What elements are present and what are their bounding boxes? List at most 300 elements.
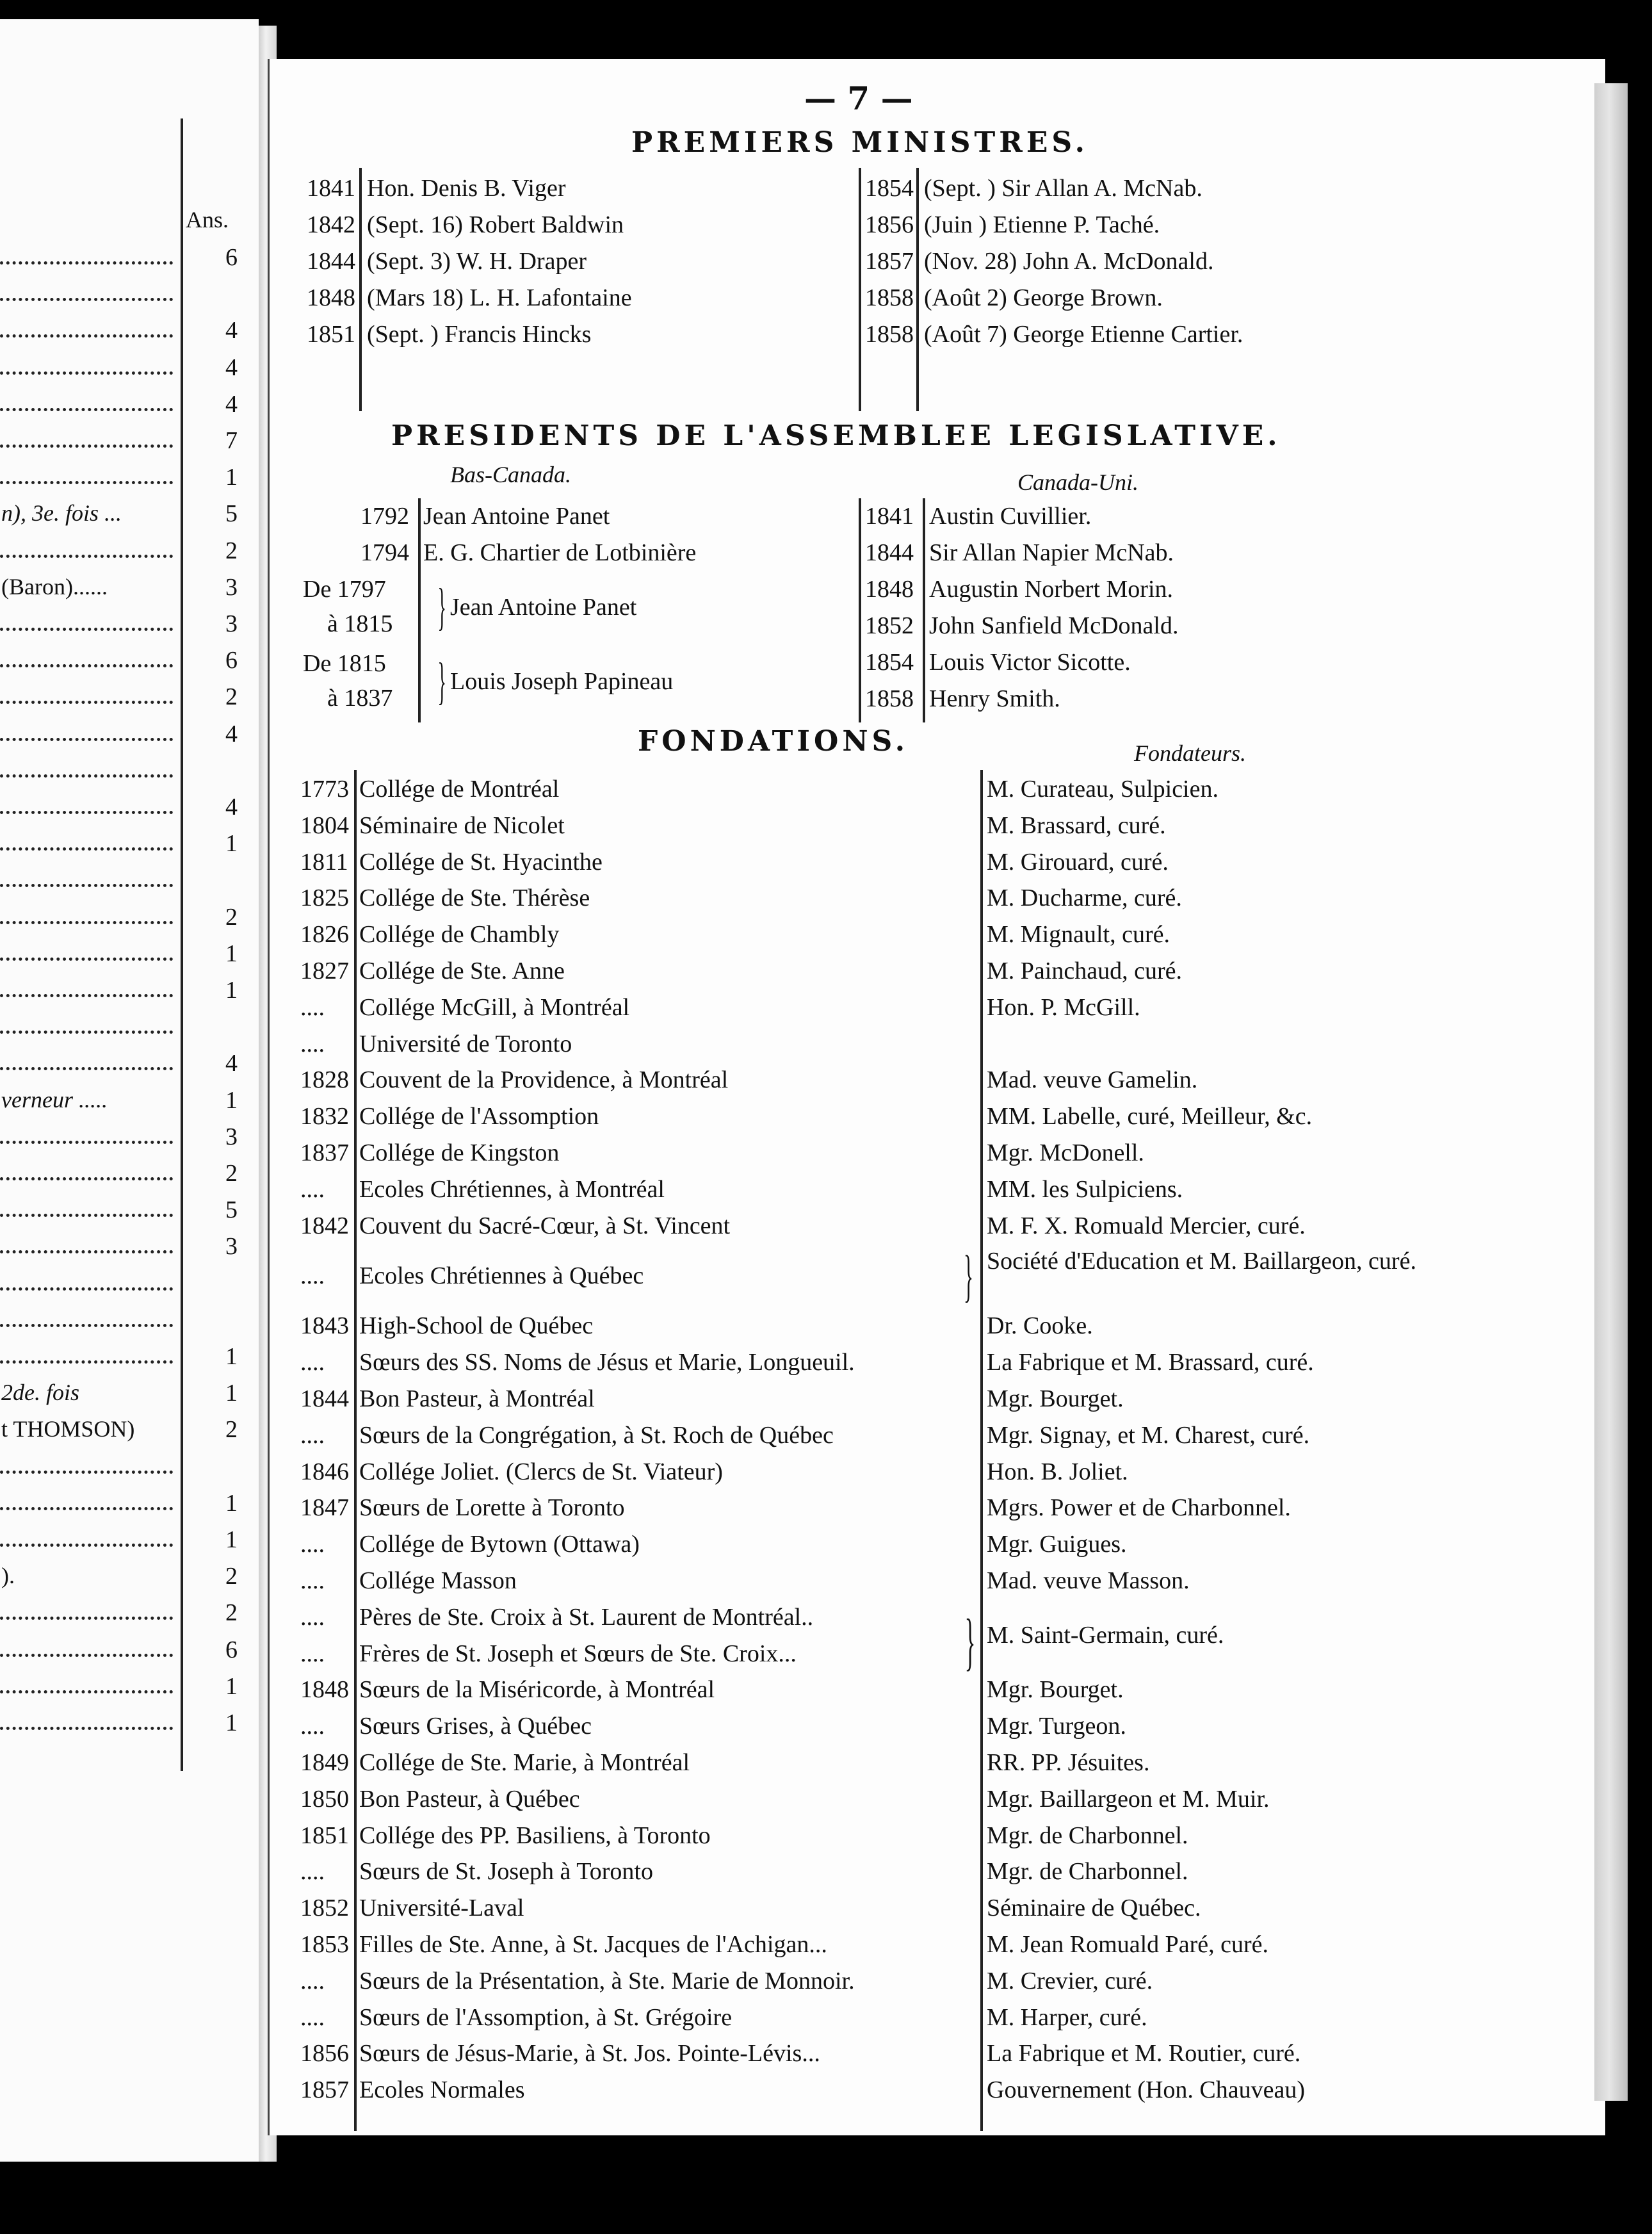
left-margin-leader — [0, 664, 173, 667]
left-margin-count: 1 — [225, 1343, 238, 1370]
founders-column-header: Fondateurs. — [1134, 740, 1246, 766]
foundation-year: .... — [300, 1640, 325, 1667]
left-margin-count: 7 — [225, 427, 238, 454]
left-margin-leader — [0, 1287, 173, 1291]
foundation-founder: MM. les Sulpiciens. — [987, 1175, 1183, 1203]
foundation-institution: Collége de Kingston — [359, 1139, 560, 1166]
foundation-year: 1846 — [300, 1458, 349, 1485]
fondations-title: FONDATIONS. — [638, 725, 909, 758]
minister-year: 1856 — [865, 211, 914, 238]
foundation-year: .... — [300, 993, 325, 1021]
foundation-institution: Sœurs de la Congrégation, à St. Roch de Québec — [359, 1421, 834, 1449]
left-margin-count: 1 — [225, 977, 238, 1004]
minister-name: (Nov. 28) John A. McDonald. — [924, 248, 1214, 275]
left-margin-count: 2 — [225, 903, 238, 931]
left-margin-line — [0, 866, 259, 898]
left-margin-leader — [0, 1654, 173, 1657]
left-margin-line — [0, 646, 259, 678]
president-range-from: De 1815 — [303, 650, 386, 677]
foundation-founder: La Fabrique et M. Brassard, curé. — [987, 1349, 1314, 1376]
foundation-row — [270, 1244, 1601, 1312]
foundation-row — [270, 1567, 1601, 1602]
minister-row — [860, 174, 1596, 210]
foundation-year: .... — [300, 1421, 325, 1449]
foundation-year: 1843 — [300, 1312, 349, 1340]
foundation-year: 1826 — [300, 921, 349, 949]
foundation-founder: M. Painchaud, curé. — [987, 958, 1182, 984]
minister-row — [860, 284, 1596, 320]
foundation-year: 1851 — [300, 1822, 349, 1849]
left-margin-leader — [0, 921, 173, 924]
left-margin-leader — [0, 1727, 173, 1730]
president-name: Henry Smith. — [929, 685, 1060, 712]
left-margin-line — [0, 537, 259, 569]
minister-year: 1858 — [865, 284, 914, 311]
foundation-founder: M. Crevier, curé. — [987, 1967, 1153, 1994]
left-margin-leader — [0, 1214, 173, 1217]
president-name: Jean Antoine Panet — [450, 594, 637, 621]
minister-name: (Sept. 3) W. H. Draper — [367, 248, 587, 275]
left-margin-text: verneur ..... — [1, 1086, 108, 1113]
left-margin-leader — [0, 1067, 173, 1070]
foundation-founder: Mgr. Signay, et M. Charest, curé. — [987, 1421, 1310, 1449]
foundation-institution: Couvent du Sacré-Cœur, à St. Vincent — [359, 1212, 731, 1239]
president-name: Sir Allan Napier McNab. — [929, 539, 1174, 566]
left-margin-line — [0, 1196, 259, 1228]
minister-year: 1858 — [865, 321, 914, 348]
foundation-year: .... — [300, 1030, 325, 1057]
foundation-row — [270, 1857, 1601, 1893]
foundation-founder: M. Saint-Germain, curé. — [987, 1621, 1224, 1649]
minister-row — [860, 211, 1596, 247]
left-margin-line — [0, 976, 259, 1008]
foundation-institution: High-School de Québec — [359, 1312, 594, 1340]
left-margin-leader — [0, 1690, 173, 1693]
left-margin-line — [0, 243, 259, 275]
left-margin-leader — [0, 994, 173, 997]
left-margin-line — [0, 1526, 259, 1558]
minister-name: (Sept. ) Francis Hincks — [367, 321, 592, 348]
foundation-year: .... — [300, 1349, 325, 1376]
foundation-institution: Sœurs de Lorette à Toronto — [359, 1494, 625, 1522]
minister-year: 1841 — [307, 175, 355, 202]
ans-column-header: Ans. — [186, 207, 229, 232]
left-margin-count: 2 — [225, 1599, 238, 1627]
foundation-institution: Collége de Ste. Anne — [359, 958, 565, 984]
foundation-row — [270, 811, 1601, 847]
foundation-institution: Sœurs des SS. Noms de Jésus et Marie, Longueuil. — [359, 1349, 855, 1376]
left-margin-line — [0, 1562, 259, 1594]
foundation-year: 1825 — [300, 885, 349, 912]
president-name: Jean Antoine Panet — [423, 503, 610, 530]
presidents-title: PRESIDENTS DE L'ASSEMBLEE LEGISLATIVE. — [391, 420, 1281, 452]
minister-row — [270, 247, 859, 283]
foundation-institution: Collége de Bytown (Ottawa) — [359, 1531, 640, 1558]
left-margin-count: 1 — [225, 1380, 238, 1407]
left-margin-leader — [0, 261, 173, 265]
foundation-institution: Ecoles Chrétiennes, à Montréal — [359, 1175, 665, 1203]
foundation-founder: Mad. veuve Masson. — [987, 1567, 1190, 1594]
page-number: — 7 — — [804, 79, 913, 117]
foundation-institution: Collége Joliet. (Clercs de St. Viateur) — [359, 1458, 723, 1485]
foundation-year: 1848 — [300, 1676, 349, 1704]
foundation-founder: Mgr. de Charbonnel. — [987, 1858, 1188, 1886]
foundation-founder: Société d'Education et M. Baillargeon, curé. — [987, 1248, 1416, 1275]
president-row — [860, 648, 1596, 684]
left-margin-count: 2 — [225, 1416, 238, 1444]
minister-row — [860, 247, 1596, 283]
left-margin-line — [0, 1306, 259, 1338]
foundation-institution: Collége des PP. Basiliens, à Toronto — [359, 1822, 711, 1849]
premiers-ministres-title: PREMIERS MINISTRES. — [631, 126, 1089, 159]
foundation-founder: Dr. Cooke. — [987, 1312, 1093, 1340]
left-margin-text: ). — [1, 1563, 15, 1589]
president-row — [860, 539, 1596, 575]
minister-year: 1857 — [865, 248, 914, 275]
foundation-row — [270, 1676, 1601, 1711]
minister-row — [270, 174, 859, 210]
left-margin-line — [0, 1049, 259, 1081]
left-margin-line — [0, 500, 259, 532]
foundation-row — [270, 1894, 1601, 1930]
minister-name: (Août 7) George Etienne Cartier. — [924, 321, 1243, 348]
foundation-row — [270, 1494, 1601, 1529]
foundation-row — [270, 1175, 1601, 1211]
president-year: 1841 — [865, 503, 914, 530]
president-range-to: à 1837 — [327, 685, 393, 712]
president-year: 1794 — [360, 539, 409, 566]
foundation-founder: MM. Labelle, curé, Meilleur, &c. — [987, 1103, 1313, 1130]
president-year: 1858 — [865, 685, 914, 712]
left-margin-count: 1 — [225, 1489, 238, 1517]
minister-name: Hon. Denis B. Viger — [367, 175, 566, 202]
foundation-year: .... — [300, 2003, 325, 2031]
foundation-year: .... — [300, 1175, 325, 1203]
foundation-year: 1857 — [300, 2076, 349, 2104]
left-margin-leader — [0, 811, 173, 814]
left-margin-leader — [0, 958, 173, 961]
left-margin-line — [0, 903, 259, 935]
left-margin-leader — [0, 444, 173, 448]
left-margin-count: 1 — [225, 830, 238, 858]
foundation-institution: Sœurs Grises, à Québec — [359, 1713, 592, 1740]
president-name: Louis Victor Sicotte. — [929, 649, 1131, 676]
main-page — [268, 59, 1605, 2135]
minister-name: (Sept. 16) Robert Baldwin — [367, 211, 624, 238]
left-margin-leader — [0, 334, 173, 338]
foundation-institution: Collége de Montréal — [359, 776, 560, 803]
foundation-founder: M. Jean Romuald Paré, curé. — [987, 1931, 1269, 1958]
left-margin-count: 4 — [225, 1050, 238, 1077]
foundation-year: .... — [300, 1567, 325, 1594]
left-margin-text: t THOMSON) — [1, 1416, 135, 1442]
president-year: 1854 — [865, 649, 914, 676]
president-name: John Sanfield McDonald. — [929, 612, 1179, 639]
left-margin-count: 4 — [225, 720, 238, 747]
foundation-founder: M. Harper, curé. — [987, 2003, 1147, 2031]
foundation-year: .... — [300, 1858, 325, 1886]
foundation-row — [270, 920, 1601, 956]
president-range-to: à 1815 — [327, 610, 393, 637]
minister-year: 1851 — [307, 321, 355, 348]
minister-row — [270, 320, 859, 356]
left-page-fragment — [0, 19, 259, 2162]
president-row — [860, 575, 1596, 611]
foundation-founder: M. Brassard, curé. — [987, 811, 1166, 839]
left-margin-line — [0, 390, 259, 422]
foundation-row — [270, 1385, 1601, 1421]
foundation-year: 1804 — [300, 811, 349, 839]
foundation-row — [270, 2039, 1601, 2075]
foundation-founder: Mad. veuve Gamelin. — [987, 1066, 1198, 1094]
foundation-row — [270, 1312, 1601, 1348]
minister-row — [270, 284, 859, 320]
foundation-institution: Collége de Chambly — [359, 921, 560, 949]
president-name: Louis Joseph Papineau — [450, 668, 674, 695]
president-range-from: De 1797 — [303, 576, 386, 603]
foundation-founder: La Fabrique et M. Routier, curé. — [987, 2040, 1301, 2067]
left-margin-line — [0, 1599, 259, 1631]
foundation-institution: Ecoles Chrétiennes à Québec — [359, 1262, 644, 1290]
left-margin-leader — [0, 701, 173, 704]
left-margin-line — [0, 1379, 259, 1411]
range-brace: } — [437, 653, 446, 710]
foundation-founder: Hon. P. McGill. — [987, 993, 1140, 1021]
foundation-founder: Mgrs. Power et de Charbonnel. — [987, 1494, 1291, 1522]
minister-year: 1844 — [307, 248, 355, 275]
president-year: 1844 — [865, 539, 914, 566]
foundation-year: 1837 — [300, 1139, 349, 1166]
founder-brace: } — [964, 1244, 974, 1309]
minister-year: 1842 — [307, 211, 355, 238]
left-margin-count: 1 — [225, 940, 238, 967]
left-margin-count: 6 — [225, 647, 238, 674]
foundation-founder: M. Girouard, curé. — [987, 848, 1169, 876]
minister-year: 1848 — [307, 284, 355, 311]
foundation-year: .... — [300, 1603, 325, 1631]
foundation-founder: Mgr. de Charbonnel. — [987, 1822, 1188, 1849]
minister-name: (Août 2) George Brown. — [924, 284, 1163, 311]
left-margin-text: (Baron)...... — [1, 573, 108, 599]
foundation-row — [270, 884, 1601, 920]
foundation-institution: Séminaire de Nicolet — [359, 811, 565, 839]
left-margin-count: 6 — [225, 1636, 238, 1663]
foundation-institution: Collége Masson — [359, 1567, 517, 1594]
left-margin-count: 2 — [225, 1563, 238, 1590]
left-margin-line — [0, 610, 259, 642]
foundation-institution: Université de Toronto — [359, 1030, 572, 1057]
left-margin-count: 3 — [225, 1233, 238, 1260]
left-margin-count: 3 — [225, 610, 238, 637]
minister-row — [860, 320, 1596, 356]
left-margin-line — [0, 1672, 259, 1704]
foundation-year: 1850 — [300, 1785, 349, 1813]
left-margin-line — [0, 1013, 259, 1045]
president-row — [860, 502, 1596, 538]
foundation-year: 1827 — [300, 958, 349, 984]
left-margin-leader — [0, 1617, 173, 1620]
left-margin-count: 1 — [225, 464, 238, 491]
left-margin-line — [0, 793, 259, 825]
foundation-year: .... — [300, 1713, 325, 1740]
foundation-founder: Mgr. Turgeon. — [987, 1713, 1126, 1740]
canada-uni-label: Canada-Uni. — [1017, 469, 1138, 495]
foundation-row — [270, 2076, 1601, 2112]
foundation-year: 1853 — [300, 1931, 349, 1958]
left-margin-count: 5 — [225, 500, 238, 528]
left-margin-count: 2 — [225, 1160, 238, 1187]
left-margin-line — [0, 354, 259, 386]
left-margin-leader — [0, 1031, 173, 1034]
foundation-institution: Sœurs de l'Assomption, à St. Grégoire — [359, 2003, 733, 2031]
foundation-founder: Mgr. Bourget. — [987, 1385, 1124, 1412]
left-margin-leader — [0, 1177, 173, 1180]
left-margin-count: 1 — [225, 1709, 238, 1736]
left-margin-line — [0, 1086, 259, 1118]
foundation-year: 1832 — [300, 1103, 349, 1130]
foundation-row — [270, 1640, 1601, 1676]
left-margin-leader — [0, 555, 173, 558]
foundation-institution: Couvent de la Providence, à Montréal — [359, 1066, 729, 1094]
left-margin-line — [0, 940, 259, 972]
left-margin-count: 1 — [225, 1526, 238, 1553]
foundation-founder: Mgr. Bourget. — [987, 1676, 1124, 1704]
left-margin-line — [0, 829, 259, 861]
foundation-founder: Mgr. Guigues. — [987, 1531, 1127, 1558]
president-year: 1852 — [865, 612, 914, 639]
left-margin-line — [0, 427, 259, 459]
left-margin-line — [0, 316, 259, 348]
minister-row — [270, 211, 859, 247]
foundation-year: 1842 — [300, 1212, 349, 1239]
minister-name: (Sept. ) Sir Allan A. McNab. — [924, 175, 1203, 202]
foundation-row — [270, 1030, 1601, 1066]
bas-canada-label: Bas-Canada. — [450, 462, 571, 487]
foundation-row — [270, 1930, 1601, 1966]
right-page-edge — [1594, 83, 1628, 2101]
left-margin-line — [0, 1636, 259, 1668]
left-margin-leader — [0, 628, 173, 631]
left-margin-leader — [0, 1141, 173, 1144]
president-name: E. G. Chartier de Lotbinière — [423, 539, 697, 566]
foundation-year: 1844 — [300, 1385, 349, 1412]
foundation-row — [270, 1785, 1601, 1821]
foundation-founder: M. Ducharme, curé. — [987, 885, 1182, 912]
left-margin-leader — [0, 847, 173, 851]
foundation-row — [270, 1749, 1601, 1784]
foundation-institution: Sœurs de Jésus-Marie, à St. Jos. Pointe-Lévis... — [359, 2040, 820, 2067]
left-margin-line — [0, 720, 259, 752]
left-margin-line — [0, 1489, 259, 1521]
left-margin-leader — [0, 884, 173, 887]
foundation-year: 1811 — [300, 848, 348, 876]
foundation-institution: Université-Laval — [359, 1895, 524, 1922]
left-margin-leader — [0, 1360, 173, 1364]
president-range — [270, 649, 859, 720]
left-margin-line — [0, 1123, 259, 1155]
foundation-row — [270, 1212, 1601, 1248]
foundation-year: 1773 — [300, 776, 349, 803]
foundation-founder: Mgr. McDonell. — [987, 1139, 1144, 1166]
foundation-row — [270, 848, 1601, 884]
foundation-row — [270, 1712, 1601, 1748]
left-margin-leader — [0, 1324, 173, 1327]
president-row — [860, 685, 1596, 721]
left-margin-line — [0, 1415, 259, 1447]
left-margin-count: 6 — [225, 244, 238, 271]
foundation-row — [270, 1139, 1601, 1175]
foundation-institution: Ecoles Normales — [359, 2076, 525, 2104]
left-margin-line — [0, 1232, 259, 1264]
left-margin-count: 4 — [225, 317, 238, 345]
foundation-year: 1856 — [300, 2040, 349, 2067]
foundation-founder: Gouvernement (Hon. Chauveau) — [987, 2076, 1306, 2104]
foundation-row — [270, 1102, 1601, 1138]
left-margin-count: 4 — [225, 354, 238, 381]
president-name: Austin Cuvillier. — [929, 503, 1092, 530]
president-row — [270, 539, 859, 575]
left-margin-count: 2 — [225, 683, 238, 711]
left-margin-count: 2 — [225, 537, 238, 564]
foundation-founder: M. Mignault, curé. — [987, 921, 1170, 949]
left-margin-line — [0, 573, 259, 605]
foundation-founder: M. F. X. Romuald Mercier, curé. — [987, 1212, 1306, 1239]
foundation-year: .... — [300, 1262, 325, 1290]
foundation-institution: Sœurs de St. Joseph à Toronto — [359, 1858, 653, 1886]
left-margin-count: 1 — [225, 1086, 238, 1114]
left-margin-leader — [0, 1471, 173, 1474]
foundation-row — [270, 957, 1601, 993]
foundation-institution: Collége de l'Assomption — [359, 1103, 599, 1130]
left-margin-leader — [0, 738, 173, 741]
range-brace: } — [437, 579, 446, 635]
left-margin-count: 5 — [225, 1196, 238, 1224]
foundation-founder: RR. PP. Jésuites. — [987, 1749, 1150, 1776]
left-margin-leader — [0, 1507, 173, 1510]
foundation-institution: Collége McGill, à Montréal — [359, 993, 630, 1021]
foundation-founder: M. Curateau, Sulpicien. — [987, 776, 1219, 803]
left-margin-line — [0, 1342, 259, 1374]
left-margin-line — [0, 1159, 259, 1191]
president-year: 1848 — [865, 576, 914, 603]
foundation-institution: Collége de Ste. Marie, à Montréal — [359, 1749, 690, 1776]
left-margin-line — [0, 756, 259, 788]
left-margin-line — [0, 1269, 259, 1301]
foundation-row — [270, 1421, 1601, 1457]
foundation-founder: Hon. B. Joliet. — [987, 1458, 1128, 1485]
left-margin-leader — [0, 481, 173, 484]
president-row — [860, 612, 1596, 648]
left-margin-line — [0, 1453, 259, 1485]
foundation-founder: Séminaire de Québec. — [987, 1895, 1201, 1922]
foundation-row — [270, 1458, 1601, 1494]
left-margin-leader — [0, 1544, 173, 1547]
foundation-year: 1828 — [300, 1066, 349, 1094]
president-name: Augustin Norbert Morin. — [929, 576, 1174, 603]
foundation-row — [270, 1967, 1601, 2003]
president-row — [270, 502, 859, 538]
foundation-institution: Sœurs de la Miséricorde, à Montréal — [359, 1676, 715, 1704]
president-year: 1792 — [360, 503, 409, 530]
left-margin-text: 2de. fois — [1, 1380, 79, 1406]
left-margin-line — [0, 463, 259, 495]
president-range — [270, 575, 859, 646]
foundation-institution: Filles de Ste. Anne, à St. Jacques de l'Achigan... — [359, 1931, 827, 1958]
left-margin-leader — [0, 774, 173, 778]
left-margin-leader — [0, 1250, 173, 1253]
left-margin-count: 3 — [225, 1123, 238, 1150]
left-margin-line — [0, 683, 259, 715]
